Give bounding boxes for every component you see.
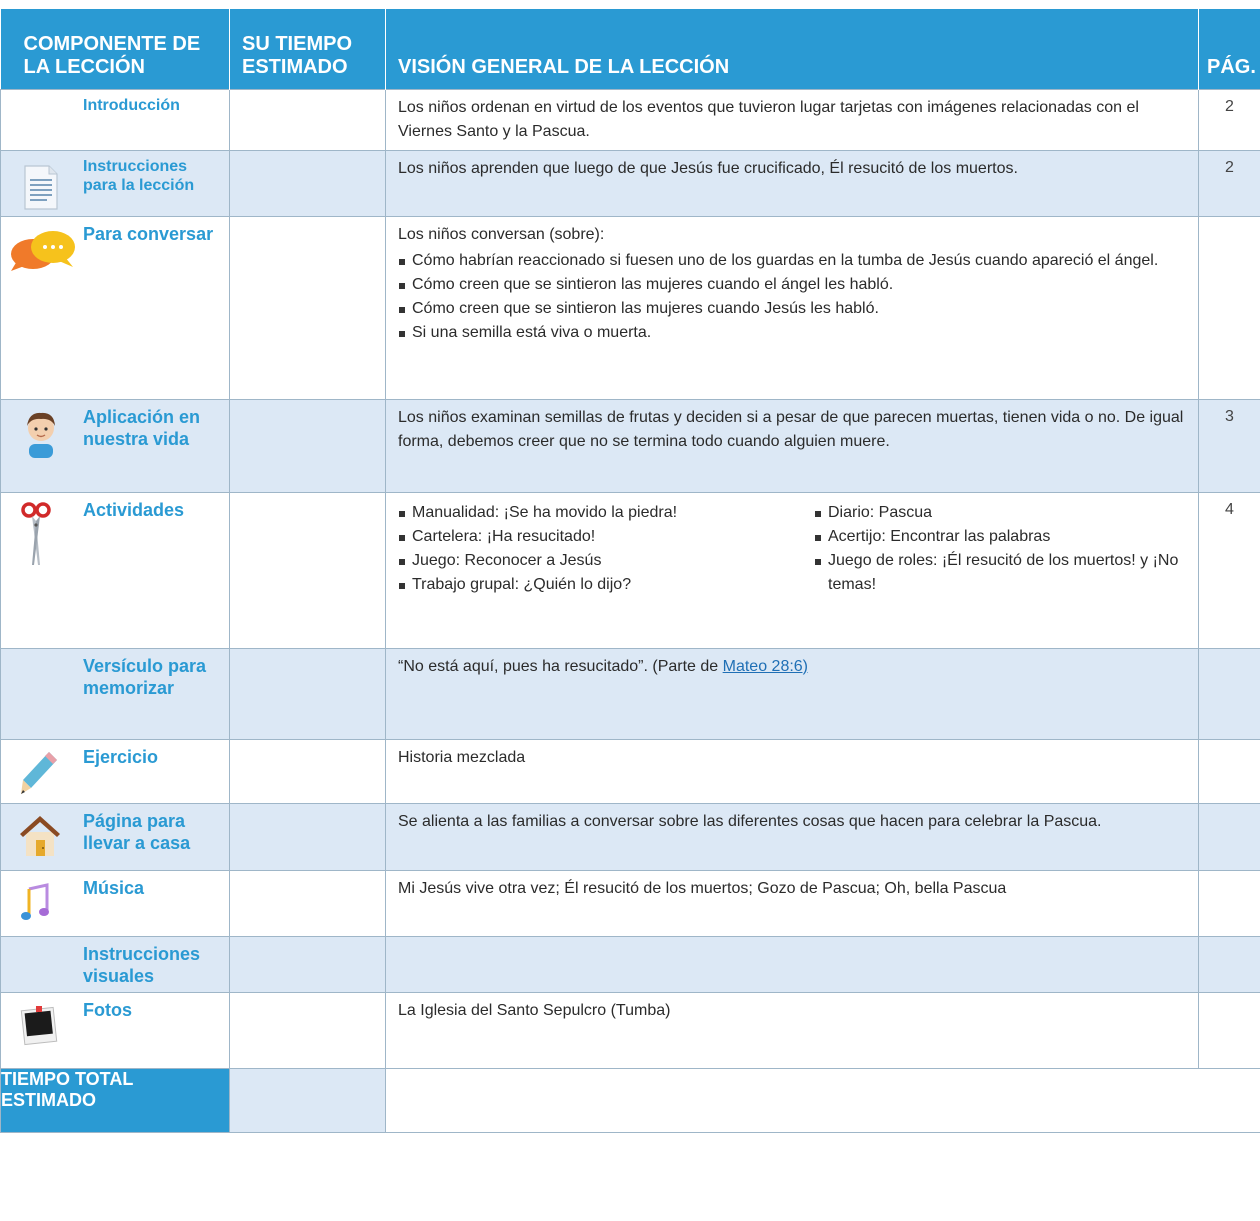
overview-cell: La Iglesia del Santo Sepulcro (Tumba): [386, 992, 1199, 1068]
overview-cell: [386, 492, 1199, 648]
component-cell: [1, 739, 230, 803]
page-cell: 2: [1199, 150, 1260, 216]
list-item: Manualidad: ¡Se ha movido la piedra!: [398, 501, 814, 525]
component-label: Instrucciones visuales: [83, 943, 201, 986]
overview-cell: Los niños examinan semillas de frutas y deciden si a pesar de que parecen muertas, tienen vida o no. De igual forma, debemos creer que no se termina todo cuando alguien muere.: [386, 399, 1199, 492]
list-item: Acertijo: Encontrar las palabras: [814, 525, 1184, 549]
table-row: [1, 803, 1260, 870]
overview-cell: Mi Jesús vive otra vez; Él resucitó de los muertos; Gozo de Pascua; Oh, bella Pascua: [386, 870, 1199, 936]
time-cell[interactable]: [230, 399, 386, 492]
page-cell: 2: [1199, 89, 1260, 150]
total-time-label: TIEMPO TOTAL ESTIMADO: [1, 1068, 230, 1132]
component-cell: [1, 399, 230, 492]
overview-cell: Se alienta a las familias a conversar sobre las diferentes cosas que hacen para celebrar la Pascua.: [386, 803, 1199, 870]
component-cell: [1, 216, 230, 399]
page-cell: [1199, 648, 1260, 739]
time-cell[interactable]: [230, 216, 386, 399]
house-icon: [17, 812, 63, 858]
list-item: Cómo creen que se sintieron las mujeres cuando Jesús les habló.: [398, 297, 1184, 321]
page-cell: [1199, 936, 1260, 992]
table-row: [1, 399, 1260, 492]
scissors-icon: [21, 501, 51, 567]
table-row: [1, 89, 1260, 150]
component-cell: [1, 150, 230, 216]
page-cell: 4: [1199, 492, 1260, 648]
overview-intro: Los niños conversan (sobre):: [398, 225, 605, 243]
list-item: Si una semilla está viva o muerta.: [398, 321, 1184, 345]
component-label: Introducción: [83, 96, 180, 114]
time-cell[interactable]: [230, 739, 386, 803]
list-item: Cómo habrían reaccionado si fuesen uno de los guardas en la tumba de Jesús cuando apareció el ángel.: [398, 249, 1184, 273]
table-row: [1, 150, 1260, 216]
lesson-overview-table: [0, 9, 1260, 1133]
component-label: Aplicación en nuestra vida: [83, 406, 201, 449]
overview-cell: [386, 936, 1199, 992]
table-row: [1, 936, 1260, 992]
list-item: Cómo creen que se sintieron las mujeres cuando el ángel les habló.: [398, 273, 1184, 297]
component-label: Versículo para memorizar: [83, 655, 207, 698]
component-label: Música: [83, 877, 145, 898]
page-cell: [1199, 216, 1260, 399]
total-row: [1, 1068, 1260, 1132]
header-component: COMPONENTE DE LA LECCIÓN: [1, 9, 230, 89]
activities-list-right: [814, 501, 1184, 597]
list-item: Trabajo grupal: ¿Quién lo dijo?: [398, 573, 814, 597]
component-label: Ejercicio: [83, 746, 159, 767]
table-row: [1, 739, 1260, 803]
list-item: Cartelera: ¡Ha resucitado!: [398, 525, 814, 549]
total-time-cell[interactable]: [230, 1068, 386, 1132]
table-row: [1, 870, 1260, 936]
component-label: Para conversar: [83, 223, 214, 244]
music-notes-icon: [21, 883, 55, 925]
list-item: Juego de roles: ¡Él resucitó de los muertos! y ¡No temas!: [814, 549, 1184, 597]
time-cell[interactable]: [230, 150, 386, 216]
component-cell: [1, 648, 230, 739]
table-row: [1, 492, 1260, 648]
list-item: Diario: Pascua: [814, 501, 1184, 525]
time-cell[interactable]: [230, 992, 386, 1068]
table-row: [1, 216, 1260, 399]
page-cell: [1199, 739, 1260, 803]
time-cell[interactable]: [230, 648, 386, 739]
overview-cell: [386, 216, 1199, 399]
overview-cell: Los niños aprenden que luego de que Jesús fue crucificado, Él resucitó de los muertos.: [386, 150, 1199, 216]
page-cell: [1199, 870, 1260, 936]
discussion-list: [398, 249, 1184, 345]
overview-cell: [386, 648, 1199, 739]
scripture-reference-link[interactable]: Mateo 28:6): [722, 657, 809, 675]
component-cell: [1, 803, 230, 870]
component-cell: [1, 992, 230, 1068]
header-row: [1, 9, 1260, 89]
overview-cell: Historia mezclada: [386, 739, 1199, 803]
header-overview: VISIÓN GENERAL DE LA LECCIÓN: [386, 9, 1199, 89]
header-page: PÁG.: [1199, 9, 1260, 89]
activities-list-left: [398, 501, 814, 597]
list-item: Juego: Reconocer a Jesús: [398, 549, 814, 573]
time-cell[interactable]: [230, 936, 386, 992]
header-time: SU TIEMPO ESTIMADO: [230, 9, 386, 89]
component-label: Actividades: [83, 499, 185, 520]
memory-verse-text: “No está aquí, pues ha resucitado”. (Parte de: [398, 657, 723, 675]
boy-icon: [21, 408, 61, 458]
component-cell: [1, 870, 230, 936]
overview-cell: Los niños ordenan en virtud de los eventos que tuvieron lugar tarjetas con imágenes relacionadas con el Viernes Santo y la Pascua.: [386, 89, 1199, 150]
table-row: [1, 992, 1260, 1068]
component-label: Fotos: [83, 999, 132, 1020]
document-icon: [19, 163, 65, 213]
time-cell[interactable]: [230, 803, 386, 870]
page-cell: [1199, 992, 1260, 1068]
time-cell[interactable]: [230, 492, 386, 648]
time-cell[interactable]: [230, 870, 386, 936]
time-cell[interactable]: [230, 89, 386, 150]
page-cell: [1199, 803, 1260, 870]
speech-bubbles-icon: [9, 227, 77, 275]
page-cell: 3: [1199, 399, 1260, 492]
component-cell: [1, 89, 230, 150]
component-cell: [1, 936, 230, 992]
table-row: [1, 648, 1260, 739]
photo-icon: [19, 1005, 59, 1047]
component-cell: [1, 492, 230, 648]
component-label: Instrucciones para la lección: [83, 157, 195, 194]
pencil-icon: [19, 750, 59, 796]
component-label: Página para llevar a casa: [83, 810, 191, 853]
empty-cell: [386, 1068, 1260, 1132]
